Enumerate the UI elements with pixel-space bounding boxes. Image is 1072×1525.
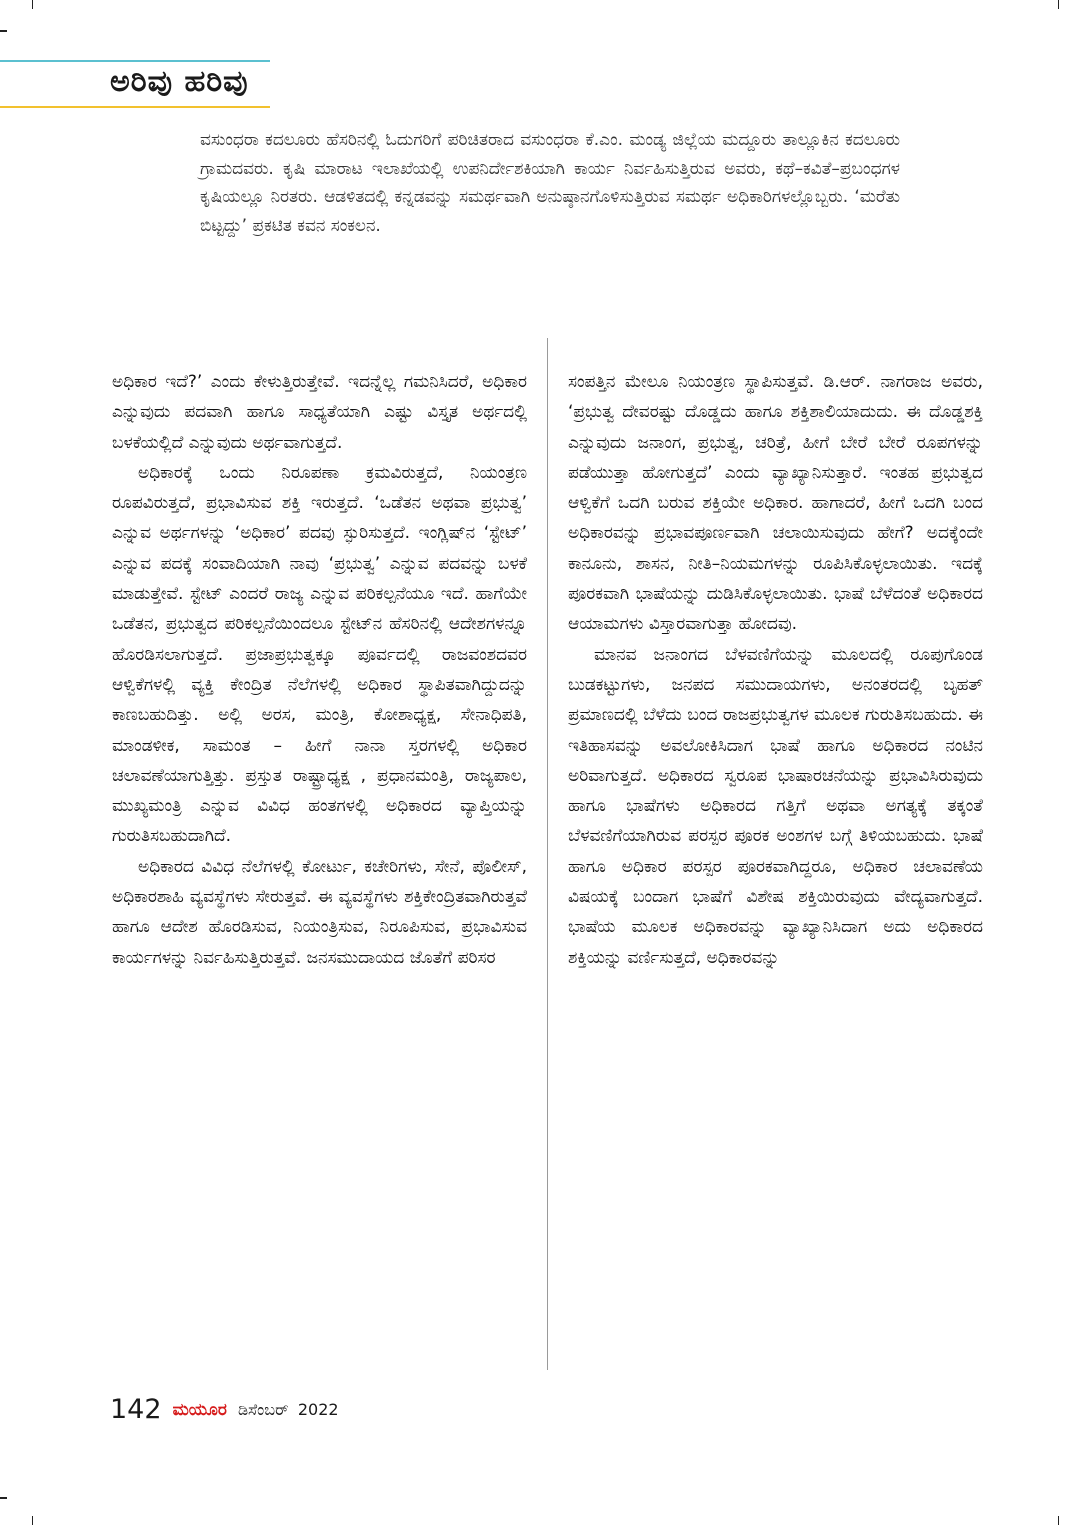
page-number: 142: [110, 1394, 162, 1425]
paragraph: ಅಧಿಕಾರದ ವಿವಿಧ ನೆಲೆಗಳಲ್ಲಿ ಕೋರ್ಟು, ಕಚೇರಿಗಳು, ಸೇನೆ, ಪೊಲೀಸ್, ಅಧಿಕಾರಶಾಹಿ ವ್ಯವಸ್ಥೆಗಳು ಸೇರುತ್ತವೆ. ಈ ವ್ಯವಸ್ಥೆಗಳು ಶಕ್ತಿಕೇಂದ್ರಿತವಾಗಿರುತ್ತವೆ ಹಾಗೂ ಆದೇಶ ಹೊರಡಿಸುವ, ನಿಯಂತ್ರಿಸುವ, ನಿರೂಪಿಸುವ, ಪ್ರಭಾವಿಸುವ ಕಾರ್ಯಗಳನ್ನು ನಿರ್ವಹಿಸುತ್ತಿರುತ್ತವೆ. ಜನಸಮುದಾಯದ ಜೊತೆಗೆ ಪರಿಸರ: [112, 856, 527, 968]
paragraph: ಮಾನವ ಜನಾಂಗದ ಬೆಳವಣಿಗೆಯನ್ನು ಮೂಲದಲ್ಲಿ ರೂಪುಗೊಂಡ ಬುಡಕಟ್ಟುಗಳು, ಜನಪದ ಸಮುದಾಯಗಳು, ಅನಂತರದಲ್ಲಿ ಬೃಹತ್ ಪ್ರಮಾಣದಲ್ಲಿ ಬೆಳೆದು ಬಂದ ರಾಜಪ್ರಭುತ್ವಗಳ ಮೂಲಕ ಗುರುತಿಸಬಹುದು. ಈ ಇತಿಹಾಸವನ್ನು ಅವಲೋಕಿಸಿದಾಗ ಭಾಷೆ ಹಾಗೂ ಅಧಿಕಾರದ ನಂಟಿನ ಅರಿವಾಗುತ್ತದೆ. ಅಧಿಕಾರದ ಸ್ವರೂಪ ಭಾಷಾರಚನೆಯನ್ನು ಪ್ರಭಾವಿಸಿರುವುದು ಹಾಗೂ ಭಾಷೆಗಳು ಅಧಿಕಾರದ ಗತ್ತಿಗೆ ಅಥವಾ ಅಗತ್ಯಕ್ಕೆ ತಕ್ಕಂತೆ ಬೆಳವಣಿಗೆಯಾಗಿರುವ ಪರಸ್ಪರ ಪೂರಕ ಅಂಶಗಳ ಬಗ್ಗೆ ತಿಳಿಯಬಹುದು. ಭಾಷೆ ಹಾಗೂ ಅಧಿಕಾರ ಪರಸ್ಪರ ಪೂರಕವಾಗಿದ್ದರೂ, ಅಧಿಕಾರ ಚಲಾವಣೆಯ ವಿಷಯಕ್ಕೆ ಬಂದಾಗ ಭಾಷೆಗೆ ವಿಶೇಷ ಶಕ್ತಿಯಿರುವುದು ವೇದ್ಯವಾಗುತ್ತದೆ. ಭಾಷೆಯ ಮೂಲಕ ಅಧಿಕಾರವನ್ನು ವ್ಯಾಖ್ಯಾನಿಸಿದಾಗ ಅದು ಅಧಿಕಾರದ ಶಕ್ತಿಯನ್ನು ವರ್ಣಿಸುತ್ತದೆ, ಅಧಿಕಾರವನ್ನು: [568, 644, 983, 968]
crop-mark-top-left: [32, 0, 33, 9]
crop-mark-bottom-left: [32, 1516, 33, 1525]
paragraph: ಅಧಿಕಾರಕ್ಕೆ ಒಂದು ನಿರೂಪಣಾ ಕ್ರಮವಿರುತ್ತದೆ, ನಿಯಂತ್ರಣ ರೂಪವಿರುತ್ತದೆ, ಪ್ರಭಾವಿಸುವ ಶಕ್ತಿ ಇರುತ್ತದೆ. ‘ಒಡೆತನ ಅಥವಾ ಪ್ರಭುತ್ವ’ ಎನ್ನುವ ಅರ್ಥಗಳನ್ನು ‘ಅಧಿಕಾರ’ ಪದವು ಸ್ಫುರಿಸುತ್ತದೆ. ಇಂಗ್ಲಿಷ್‌ನ ‘ಸ್ಟೇಟ್’ ಎನ್ನುವ ಪದಕ್ಕೆ ಸಂವಾದಿಯಾಗಿ ನಾವು ‘ಪ್ರಭುತ್ವ’ ಎನ್ನುವ ಪದವನ್ನು ಬಳಕೆ ಮಾಡುತ್ತೇವೆ. ಸ್ಟೇಟ್ ಎಂದರೆ ರಾಜ್ಯ ಎನ್ನುವ ಪರಿಕಲ್ಪನೆಯೂ ಇದೆ. ಹಾಗೆಯೇ ಒಡೆತನ, ಪ್ರಭುತ್ವದ ಪರಿಕಲ್ಪನೆಯಿಂದಲೂ ಸ್ಟೇಟ್‌ನ ಹೆಸರಿನಲ್ಲಿ ಆದೇಶಗಳನ್ನೂ ಹೊರಡಿಸಲಾಗುತ್ತದೆ. ಪ್ರಜಾಪ್ರಭುತ್ವಕ್ಕೂ ಪೂರ್ವದಲ್ಲಿ ರಾಜವಂಶದವರ ಆಳ್ವಿಕೆಗಳಲ್ಲಿ ವ್ಯಕ್ತಿ ಕೇಂದ್ರಿತ ನೆಲೆಗಳಲ್ಲಿ ಅಧಿಕಾರ ಸ್ಥಾಪಿತವಾಗಿದ್ದುದನ್ನು ಕಾಣಬಹುದಿತ್ತು. ಅಲ್ಲಿ ಅರಸ, ಮಂತ್ರಿ, ಕೋಶಾಧ್ಯಕ್ಷ, ಸೇನಾಧಿಪತಿ, ಮಾಂಡಳೀಕ, ಸಾಮಂತ – ಹೀಗೆ ನಾನಾ ಸ್ತರಗಳಲ್ಲಿ ಅಧಿಕಾರ ಚಲಾವಣೆಯಾಗುತ್ತಿತ್ತು. ಪ್ರಸ್ತುತ ರಾಷ್ಟ್ರಾಧ್ಯಕ್ಷ , ಪ್ರಧಾನಮಂತ್ರಿ, ರಾಜ್ಯಪಾಲ, ಮುಖ್ಯಮಂತ್ರಿ ಎನ್ನುವ ವಿವಿಧ ಹಂತಗಳಲ್ಲಿ ಅಧಿಕಾರದ ವ್ಯಾಪ್ತಿಯನ್ನು ಗುರುತಿಸಬಹುದಾಗಿದೆ.: [112, 462, 527, 847]
author-bio: ವಸುಂಧರಾ ಕದಲೂರು ಹೆಸರಿನಲ್ಲಿ ಓದುಗರಿಗೆ ಪರಿಚಿತರಾದ ವಸುಂಧರಾ ಕೆ.ಎಂ. ಮಂಡ್ಯ ಜಿಲ್ಲೆಯ ಮದ್ದೂರು ತಾಲ್ಲೂಕಿನ ಕದಲೂರು ಗ್ರಾಮದವರು. ಕೃಷಿ ಮಾರಾಟ ಇಲಾಖೆಯಲ್ಲಿ ಉಪನಿರ್ದೇಶಕಿಯಾಗಿ ಕಾರ್ಯ ನಿರ್ವಹಿಸುತ್ತಿರುವ ಅವರು, ಕಥೆ–ಕವಿತೆ–ಪ್ರಬಂಧಗಳ ಕೃಷಿಯಲ್ಲೂ ನಿರತರು. ಆಡಳಿತದಲ್ಲಿ ಕನ್ನಡವನ್ನು ಸಮರ್ಥವಾಗಿ ಅನುಷ್ಠಾನಗೊಳಿಸುತ್ತಿರುವ ಸಮರ್ಥ ಅಧಿಕಾರಿಗಳಲ್ಲೊಬ್ಬರು. ‘ಮರೆತು ಬಿಟ್ಟದ್ದು’ ಪ್ರಕಟಿತ ಕವನ ಸಂಕಲನ.: [200, 130, 900, 236]
crop-mark-top-right: [1058, 0, 1059, 9]
section-rule-yellow: [0, 106, 270, 108]
column-divider: [547, 338, 548, 1370]
issue-year: 2022: [297, 1400, 339, 1419]
crop-mark-left-lower: [0, 1497, 7, 1499]
crop-mark-bottom-right: [1058, 1516, 1059, 1525]
paragraph: ಅಧಿಕಾರ ಇದೆ?’ ಎಂದು ಕೇಳುತ್ತಿರುತ್ತೇವೆ. ಇದನ್ನೆಲ್ಲ ಗಮನಿಸಿದರೆ, ಅಧಿಕಾರ ಎನ್ನುವುದು ಪದವಾಗಿ ಹಾಗೂ ಸಾಧ್ಯತೆಯಾಗಿ ಎಷ್ಟು ವಿಸ್ತೃತ ಅರ್ಥದಲ್ಲಿ ಬಳಕೆಯಲ್ಲಿದೆ ಎನ್ನುವುದು ಅರ್ಥವಾಗುತ್ತದೆ.: [112, 372, 527, 453]
page-footer: [110, 1394, 339, 1425]
right-column: [568, 367, 983, 973]
section-title: ಅರಿವು ಹರಿವು: [110, 64, 249, 99]
paragraph: ಸಂಪತ್ತಿನ ಮೇಲೂ ನಿಯಂತ್ರಣ ಸ್ಥಾಪಿಸುತ್ತವೆ. ಡಿ.ಆರ್. ನಾಗರಾಜ ಅವರು, ‘ಪ್ರಭುತ್ವ ದೇವರಷ್ಟು ದೊಡ್ಡದು ಹಾಗೂ ಶಕ್ತಿಶಾಲಿಯಾದುದು. ಈ ದೊಡ್ಡಶಕ್ತಿ ಎನ್ನುವುದು ಜನಾಂಗ, ಪ್ರಭುತ್ವ, ಚರಿತ್ರೆ, ಹೀಗೆ ಬೇರೆ ಬೇರೆ ರೂಪಗಳನ್ನು ಪಡೆಯುತ್ತಾ ಹೋಗುತ್ತದೆ’ ಎಂದು ವ್ಯಾಖ್ಯಾನಿಸುತ್ತಾರೆ. ಇಂತಹ ಪ್ರಭುತ್ವದ ಆಳ್ವಿಕೆಗೆ ಒದಗಿ ಬರುವ ಶಕ್ತಿಯೇ ಅಧಿಕಾರ. ಹಾಗಾದರೆ, ಹೀಗೆ ಒದಗಿ ಬಂದ ಅಧಿಕಾರವನ್ನು ಪ್ರಭಾವಪೂರ್ಣವಾಗಿ ಚಲಾಯಿಸುವುದು ಹೇಗೆ? ಅದಕ್ಕೆಂದೇ ಕಾನೂನು, ಶಾಸನ, ನೀತಿ–ನಿಯಮಗಳನ್ನು ರೂಪಿಸಿಕೊಳ್ಳಲಾಯಿತು. ಇದಕ್ಕೆ ಪೂರಕವಾಗಿ ಭಾಷೆಯನ್ನು ದುಡಿಸಿಕೊಳ್ಳಲಾಯಿತು. ಭಾಷೆ ಬೆಳೆದಂತೆ ಅಧಿಕಾರದ ಆಯಾಮಗಳು ವಿಸ್ತಾರವಾಗುತ್ತಾ ಹೋದವು.: [568, 372, 983, 635]
crop-mark-left-upper: [0, 30, 7, 32]
left-column: [112, 367, 527, 973]
section-rule-cyan: [0, 60, 270, 62]
issue-month: ಡಿಸೆಂಬರ್: [237, 1400, 289, 1419]
magazine-logo: ಮಯೂರ: [172, 1400, 227, 1420]
